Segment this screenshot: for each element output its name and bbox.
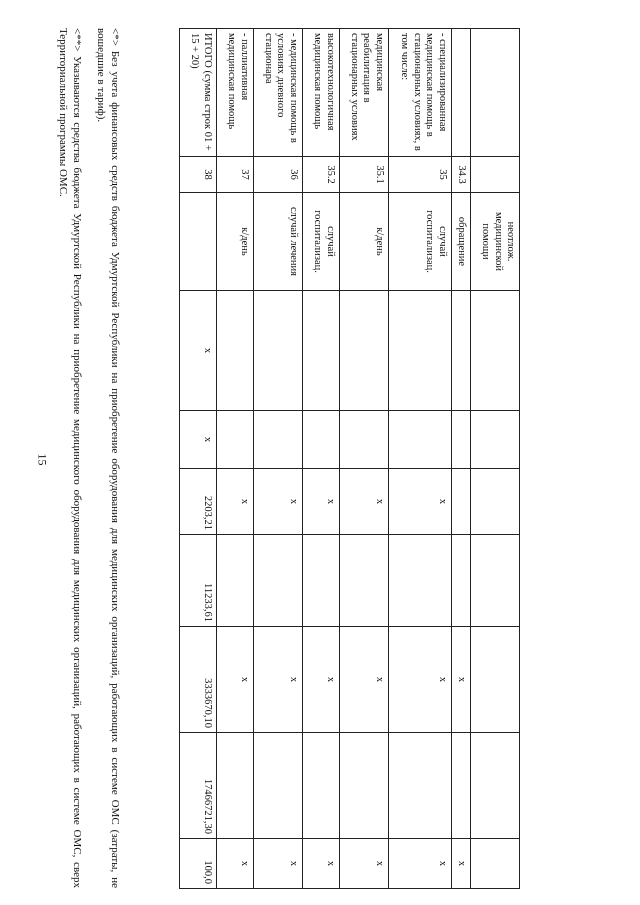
table-row: медицинская реабилитация в стационарных условиях 35.1 к/день х х х [339,29,388,889]
table-cell-number: 34.3 [451,157,470,193]
table-cell-number: 36 [253,157,302,193]
table-cell-name: ИТОГО (сумма строк 01 + 15 + 20) [179,29,216,157]
table-cell-unit: случай лечения [253,193,302,291]
table-cell-name: - медицинская помощь в условиях дневного стационара [253,29,302,157]
table-row-fragment [471,29,520,889]
table-cell-number: 37 [216,157,253,193]
table-cell-number: 35 [388,157,451,193]
table-cell-number: 35.1 [339,157,388,193]
table-cell-unit: обращение [451,193,470,291]
rotated-page [56,20,640,900]
table-cell-unit-fragment: неотлож. медицинской помощи [471,193,520,291]
table-row: - специализированная медицинская помощь в стационарных условиях, в том числе: 35 случай госпитализац. х х х [388,29,451,889]
table-row-total: ИТОГО (сумма строк 01 + 15 + 20) 38 х х 2203,21 11233,61 3333670,10 17466721,30 100,0 [179,29,216,889]
table-cell-unit: случай госпитализац. [302,193,339,291]
table-cell-unit: к/день [339,193,388,291]
table-cell-unit: к/день [216,193,253,291]
table-row: 34.3 обращение х х [451,29,470,889]
footnote-1: <*> Без учета финансовых средств бюджета Удмуртской Республики на приобретение оборудования для медицинских организаций, работающих в системе ОМС (затраты, не вошедшие в тариф). [94,28,121,888]
table-cell-unit [179,193,216,291]
table-cell-name: - паллиативная медицинская помощь [216,29,253,157]
table-cell-number: 38 [179,157,216,193]
table-row: высокотехнологичная медицинская помощь 35.2 случай госпитализац. х х х [302,29,339,889]
table-row: - медицинская помощь в условиях дневного стационара 36 случай лечения х х х [253,29,302,889]
data-table [179,28,520,889]
page-number: 15 [35,453,50,466]
table-cell-name [451,29,470,157]
table-cell-unit: случай госпитализац. [388,193,451,291]
table-cell-name: - специализированная медицинская помощь в стационарных условиях, в том числе: [388,29,451,157]
footnote-2: <**> Указываются средства бюджета Удмуртской Республики на приобретение медицинского оборудования для медицинских организаций, работающих в системе ОМС, сверх Территориальной программы ОМС. [56,28,83,888]
table-cell-name: медицинская реабилитация в стационарных условиях [339,29,388,157]
table-row: - паллиативная медицинская помощь 37 к/день х х х [216,29,253,889]
table-cell-number: 35.2 [302,157,339,193]
table-cell-name: высокотехнологичная медицинская помощь [302,29,339,157]
